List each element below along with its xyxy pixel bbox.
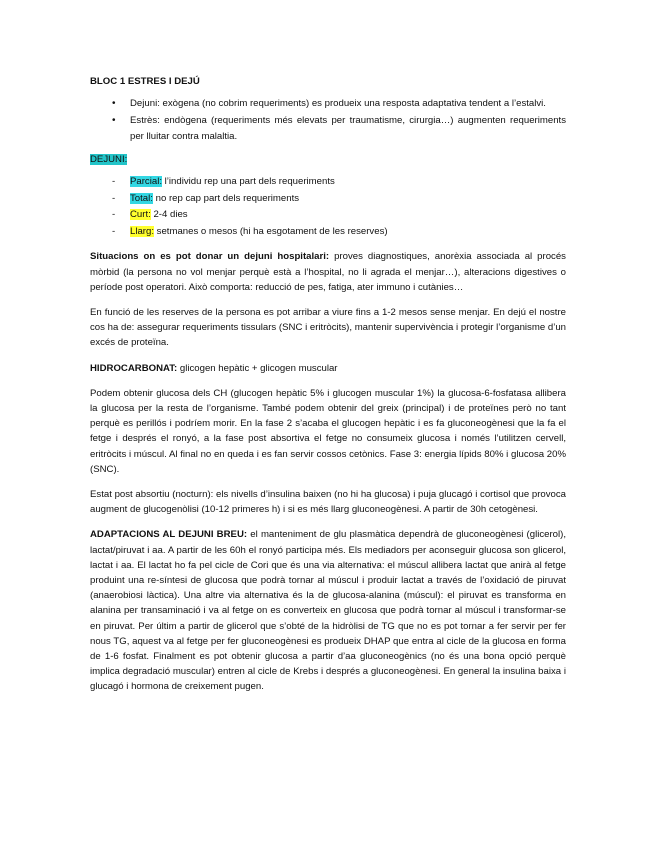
term-parcial: Parcial: [130, 176, 162, 188]
document-page [90, 74, 566, 705]
paragraph-hidrocarbonat [90, 361, 566, 376]
term-description: l’individu rep una part dels requeriments [162, 176, 335, 188]
list-item [90, 174, 566, 189]
situacions-lead: Situacions on es pot donar un dejuni hospitalari: [90, 251, 330, 263]
term-llarg: Llarg: [130, 226, 154, 238]
intro-bullet-list [90, 96, 566, 144]
section-heading-dejuni [90, 152, 566, 167]
bullet-item-dejuni: • Dejuni: exògena (no cobrim requeriments) es produeix una resposta adaptativa tendent a l’estalvi. [90, 96, 566, 111]
hidrocarbonat-lead: HIDROCARBONAT: [90, 362, 178, 374]
situacions-body: proves diagnostiques, anorèxia associada al procés mòrbid (la persona no vol menjar perquè està a l’hospital, no li agrada el menjar…), alteracions digestives o període post operatori. Això comporta: reducció de pes, fatiga, ater immuno i cutànies… [90, 251, 566, 293]
bullet-item-estres: • Estrès: endògena (requeriments més elevats per traumatisme, cirurgia…) augmenten requeriments per lluitar contra malaltia. [90, 113, 566, 143]
paragraph-adaptacions [90, 527, 566, 694]
term-description: no rep cap part dels requeriments [152, 192, 300, 204]
dejuni-types-list [90, 174, 566, 239]
term-description: setmanes o mesos (hi ha esgotament de les reserves) [154, 226, 388, 238]
adaptacions-body: el manteniment de glu plasmàtica dependrà de gluconeogènesi (glicerol), lactat/piruvat i aa. A partir de les 60h el ronyó participa més. Els mediadors per aconseguir glucosa son glicerol, lactat i aa. El lactat ho fa pel cicle de Cori que és una via alternativa: el múscul allibera lactat que anirà al fetge produint una re-síntesi de glucosa que podrà tornar al múscul i produir lactat a través de l’oxidació de piruvat (anaerobiosi làctica). Una altre via alternativa és la de glucosa-alanina (múscul): el piruvat es transforma en alanina per transaminació i va al fetge on es converteix en glucosa que podrà tornar al múscul i transformar-se en piruvat. Per últim a partir de glicerol que s’obté de la hidròlisi de TG que no es pot tornar a fer servir per fer nous TG, aquest va al fetge per fer gluconeogènesi es produeix DHAP que entra al cicle de la glucosa en forma de 1-6 fosfat. Finalment es pot obtenir glucosa a partir d’aa gluconeogènics (no és una bona opció perquè implica degradació muscular) entren al cicle de Krebs i després a gluconeogènesi. En general la insulina baixa i glucagó i hormona de creixement pugen. [90, 529, 567, 693]
dejuni-heading-text: DEJUNI: [90, 153, 128, 165]
adaptacions-lead: ADAPTACIONS AL DEJUNI BREU: [90, 529, 248, 541]
list-item [90, 207, 566, 222]
hidrocarbonat-body: glicogen hepàtic + glicogen muscular [177, 362, 338, 374]
paragraph-estat-post-absortiu: Estat post absortiu (nocturn): els nivells d’insulina baixen (no hi ha glucosa) i puja glucagó i cortisol que provoca augment de glucogenòlisi (10-12 primeres h) i si es més llarg gluconeogènesi. A partir de 30h cetogènesi. [90, 488, 566, 516]
document-title: BLOC 1 ESTRES I DEJÚ [90, 76, 200, 87]
paragraph-situacions [90, 249, 566, 295]
term-description: 2-4 dies [150, 209, 188, 221]
paragraph-funcio: En funció de les reserves de la persona es pot arribar a viure fins a 1-2 mesos sense menjar. En dejú el nostre cos ha de: assegurar requeriments tissulars (SNC i eritròcits), mantenir supervivència i protegir l’organisme d’un excés de proteïna. [90, 306, 566, 349]
term-curt: Curt: [130, 209, 151, 221]
paragraph-glucosa: Podem obtenir glucosa dels CH (glucogen hepàtic 5% i glucogen muscular 1%) la glucosa-6-fosfatasa allibera la glucosa per la resta de l’organisme. També podem obtenir del greix (principal) i de proteïnes però no tant perquè es perillós i podríem morir. En la fase 2 s’acaba el glucogen hepàtic i es fa gluconeogènesi que la fa el fetge i després el ronyó, a la fase post absortiva el fetge no consumeix glucosa i només l’utilitzen cervell, eritròcits i múscul. Al final no en queda i es fan servir cossos cetònics. Fase 3: energia lípids 80% i glucosa 20% (SNC). [90, 387, 566, 475]
list-item [90, 224, 566, 239]
term-total: Total: [130, 192, 153, 204]
list-item [90, 191, 566, 206]
